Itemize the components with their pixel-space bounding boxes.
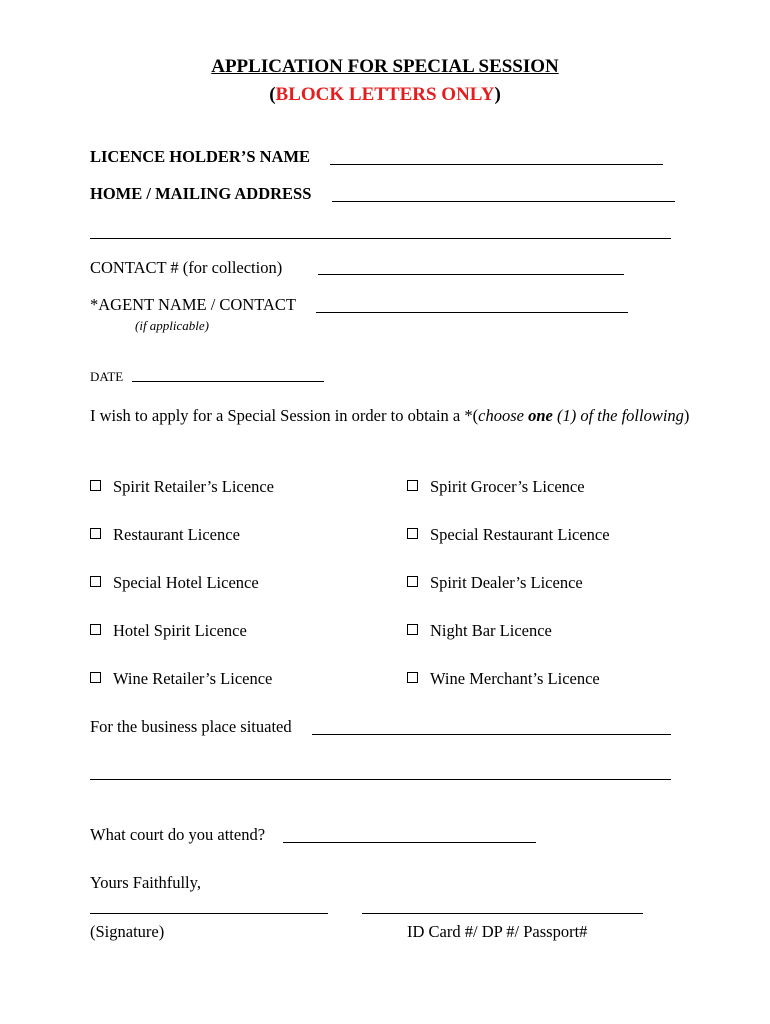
- checkbox[interactable]: [407, 672, 418, 683]
- court-line[interactable]: [283, 842, 536, 843]
- business-place-label: For the business place situated: [90, 717, 292, 736]
- option-label: Special Hotel Licence: [113, 573, 259, 592]
- option-restaurant[interactable]: [90, 525, 240, 545]
- checkbox[interactable]: [90, 576, 101, 587]
- option-spirit-grocer[interactable]: [407, 477, 585, 497]
- contact-label: CONTACT # (for collection): [90, 258, 283, 277]
- business-place-line-2[interactable]: [90, 779, 671, 780]
- id-card-line[interactable]: [362, 913, 643, 914]
- checkbox[interactable]: [90, 480, 101, 491]
- licence-holder-line[interactable]: [330, 164, 663, 165]
- option-wine-merchant[interactable]: [407, 669, 600, 689]
- option-special-restaurant[interactable]: [407, 525, 610, 545]
- checkbox[interactable]: [407, 480, 418, 491]
- intro-close-paren: ): [683, 406, 690, 425]
- option-label: Spirit Grocer’s Licence: [430, 477, 585, 496]
- home-address-line-2[interactable]: [90, 238, 671, 239]
- checkbox[interactable]: [90, 624, 101, 635]
- court-label: What court do you attend?: [90, 825, 266, 844]
- option-label: Wine Retailer’s Licence: [113, 669, 273, 688]
- agent-line[interactable]: [316, 312, 628, 313]
- option-label: Wine Merchant’s Licence: [430, 669, 600, 688]
- subtitle-close-paren: ): [494, 84, 501, 105]
- block-letters-notice: BLOCK LETTERS ONLY: [275, 84, 495, 105]
- salutation: Yours Faithfully,: [90, 873, 201, 892]
- option-label: Night Bar Licence: [430, 621, 552, 640]
- intro-paragraph: [90, 404, 690, 428]
- option-label: Spirit Retailer’s Licence: [113, 477, 274, 496]
- date-line[interactable]: [132, 381, 324, 382]
- business-place-line[interactable]: [312, 734, 671, 735]
- checkbox[interactable]: [90, 528, 101, 539]
- agent-label: *AGENT NAME / CONTACT: [90, 295, 296, 314]
- licence-holder-label: LICENCE HOLDER’S NAME: [90, 147, 311, 166]
- option-label: Hotel Spirit Licence: [113, 621, 247, 640]
- option-label: Spirit Dealer’s Licence: [430, 573, 583, 592]
- checkbox[interactable]: [407, 576, 418, 587]
- contact-line[interactable]: [318, 274, 624, 275]
- signature-label: (Signature): [90, 922, 165, 941]
- option-night-bar[interactable]: [407, 621, 552, 641]
- page-subtitle: [0, 84, 770, 106]
- option-wine-retailer[interactable]: [90, 669, 272, 689]
- signature-line[interactable]: [90, 913, 328, 914]
- home-address-line[interactable]: [332, 201, 675, 202]
- checkbox[interactable]: [90, 672, 101, 683]
- checkbox[interactable]: [407, 624, 418, 635]
- option-special-hotel[interactable]: [90, 573, 259, 593]
- option-label: Special Restaurant Licence: [430, 525, 610, 544]
- id-card-label: ID Card #/ DP #/ Passport#: [407, 922, 588, 941]
- agent-note: (if applicable): [135, 318, 210, 333]
- option-spirit-retailer[interactable]: [90, 477, 274, 497]
- home-address-label: HOME / MAILING ADDRESS: [90, 184, 312, 203]
- intro-one: one: [528, 406, 553, 425]
- option-label: Restaurant Licence: [113, 525, 240, 544]
- checkbox[interactable]: [407, 528, 418, 539]
- option-spirit-dealer[interactable]: [407, 573, 583, 593]
- intro-choose: choose: [478, 406, 529, 425]
- subtitle-open-paren: (: [269, 84, 276, 105]
- page-title: APPLICATION FOR SPECIAL SESSION: [211, 56, 559, 77]
- date-label: DATE: [90, 369, 124, 384]
- option-hotel-spirit[interactable]: [90, 621, 247, 641]
- intro-text: I wish to apply for a Special Session in order to obtain a *(: [90, 406, 479, 425]
- intro-of-the-following: (1) of the following: [552, 406, 684, 425]
